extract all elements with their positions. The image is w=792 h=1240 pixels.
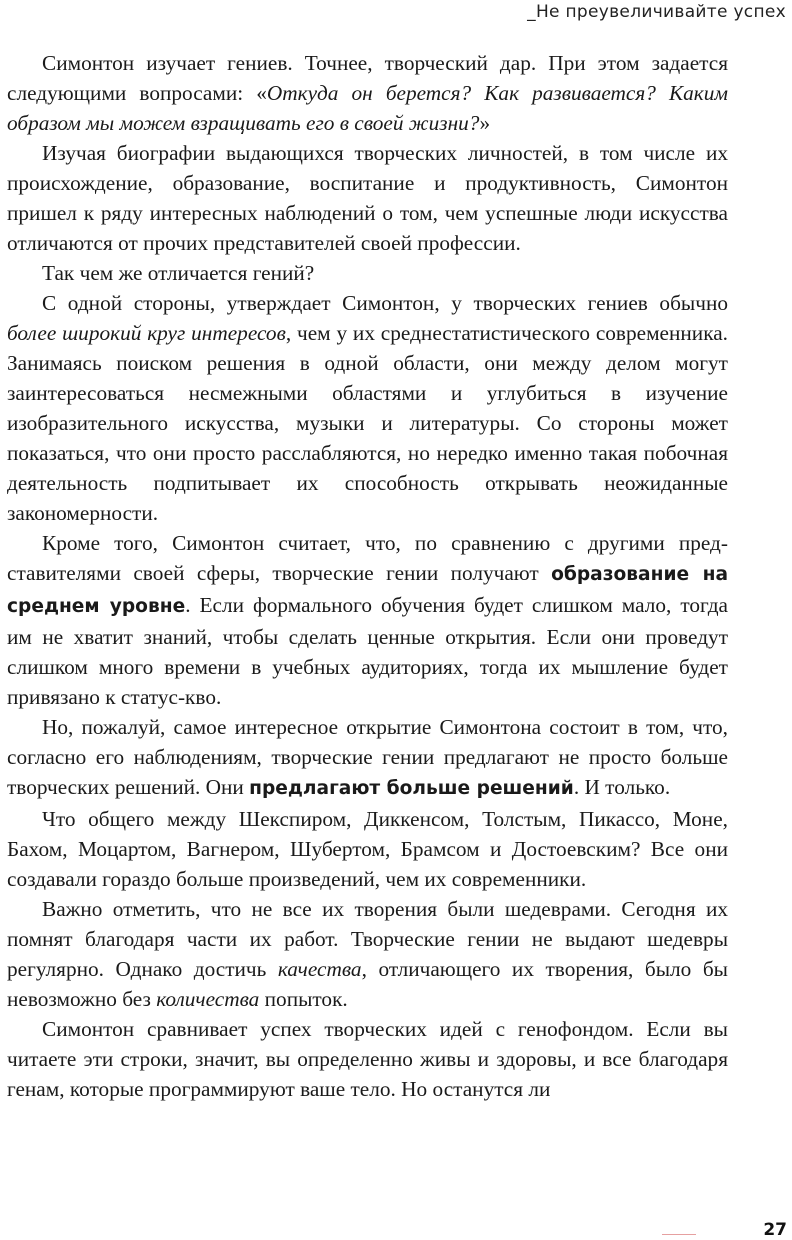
text-run: , чем у их среднестатистического современника. Занимаясь поиском решения в одной области, они между делом могут заинтересоваться несмежными областями и углубиться в изучение изобразительного искусства, музыки и литературы. Со стороны может показаться, что они просто расслабляются, но нередко именно такая побочная деятельность подпитывает их способность открывать неожиданные закономерности. [7, 321, 729, 525]
paragraph-7 [7, 804, 728, 894]
italic-run: количества [156, 987, 260, 1011]
text-run: . Если формального обучения будет слишком мало, тогда им не хватит знаний, чтобы сделать ценные открытия. Если они проведут слишком много времени в учебных аудиториях, тогда их мышление будет привязано к статус-кво. [7, 593, 728, 709]
text-run: Но, пожалуй, самое интересное открытие Симонтона состоит в том, что, согласно его наблюдениям, творческие гении предлагают не просто больше творческих решений. Они [7, 715, 728, 799]
text-run: Так чем же отличается гений? [42, 261, 315, 285]
text-run: попыток. [259, 987, 348, 1011]
text-run: . И только. [573, 775, 671, 799]
paragraph-4 [7, 288, 728, 528]
text-run: , отличающего их творения, было бы невозможно без [7, 957, 728, 1011]
text-run: Что общего между Шекспиром, Диккенсом, Толстым, Пикассо, Моне, Бахом, Моцартом, Вагнером, Шубертом, Брамсом и Достоевским? Все они создавали гораздо больше произведений, чем их современники. [7, 807, 728, 891]
text-run: Симонтон сравнивает успех творческих идей с генофондом. Если вы читаете эти строки, значит, вы определенно живы и здоровы, и все благодаря генам, которые программируют ваше тело. Но останутся ли [7, 1017, 728, 1101]
paragraph-5 [7, 528, 728, 712]
bold-run: образование на среднем уровне [7, 564, 728, 617]
paragraph-6 [7, 712, 728, 804]
text-run: Изучая биографии выдающихся творческих личностей, в том числе их происхождение, образование, воспитание и продуктивность, Симонтон пришел к ряду интересных наблюдений о том, чем успешные люди искусства отличаются от прочих представителей своей профессии. [7, 141, 728, 255]
text-run: Кроме того, Симонтон считает, что, по сравнению с другими представителями своей сферы, творческие гении получают [7, 531, 728, 585]
paragraph-3 [7, 258, 728, 288]
text-run: С одной стороны, утверждает Симонтон, у творческих гениев обычно [42, 291, 728, 315]
footer-rule [662, 1234, 696, 1235]
text-run: Важно отметить, что не все их творения были шедеврами. Сегодня их помнят благодаря части их работ. Творческие гении не выдают шедевры регулярно. Однако достичь [7, 897, 728, 981]
page-number: 27 [763, 1220, 787, 1240]
paragraph-9 [7, 1014, 728, 1104]
text-run: » [479, 111, 491, 135]
running-header: _Не преувеличивайте успех [527, 2, 786, 22]
italic-run: Откуда он берется? Как развивается? Каким образом мы можем взращивать его в своей жизни? [7, 81, 728, 135]
text-run: Симонтон изучает гениев. Точнее, творческий дар. При этом задается следующими вопросами: « [7, 51, 728, 105]
paragraph-8 [7, 894, 728, 1014]
italic-run: более широкий круг интересов [7, 321, 286, 345]
paragraph-2 [7, 138, 728, 258]
italic-run: качества [277, 957, 362, 981]
bold-run: предлагают больше решений [249, 778, 574, 799]
paragraph-1 [7, 48, 728, 138]
body-text [7, 48, 728, 1104]
